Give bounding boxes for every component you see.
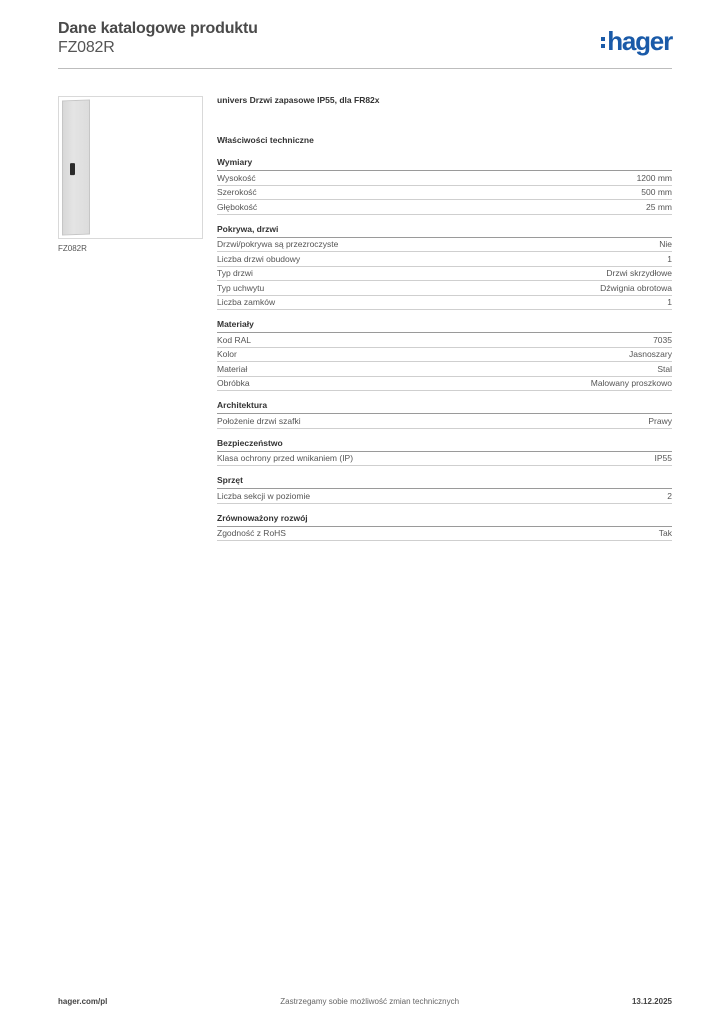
door-panel-image <box>62 100 90 236</box>
spec-value: Jasnoszary <box>629 349 672 360</box>
spec-label: Wysokość <box>217 172 256 183</box>
spec-value: 1 <box>667 253 672 264</box>
logo-dots-icon <box>601 37 605 48</box>
header-divider <box>58 68 672 69</box>
spec-group-title: Materiały <box>217 319 672 333</box>
spec-label: Kolor <box>217 349 237 360</box>
technical-properties-heading: Właściwości techniczne <box>217 135 314 145</box>
spec-label: Klasa ochrony przed wnikaniem (IP) <box>217 453 354 464</box>
spec-group <box>217 224 672 311</box>
spec-group <box>217 513 672 542</box>
spec-row <box>217 362 672 377</box>
spec-value: Stal <box>657 363 672 374</box>
spec-label: Liczba zamków <box>217 297 276 308</box>
footer-note: Zastrzegamy sobie możliwość zmian technicznych <box>280 997 460 1006</box>
footer-website[interactable]: hager.com/pl <box>58 997 108 1006</box>
spec-groups <box>217 157 672 541</box>
spec-value: 7035 <box>653 334 672 345</box>
spec-value: 1200 mm <box>636 172 672 183</box>
spec-row <box>217 252 672 267</box>
product-description: univers Drzwi zapasowe IP55, dla FR82x <box>217 95 380 105</box>
spec-group-title: Architektura <box>217 400 672 414</box>
spec-row <box>217 348 672 363</box>
spec-label: Położenie drzwi szafki <box>217 415 301 426</box>
spec-row <box>217 267 672 282</box>
spec-label: Głębokość <box>217 201 258 212</box>
spec-label: Kod RAL <box>217 334 252 345</box>
spec-value: 500 mm <box>641 187 672 198</box>
spec-row <box>217 414 672 429</box>
spec-value: Malowany proszkowo <box>590 378 672 389</box>
spec-group <box>217 475 672 504</box>
spec-value: Prawy <box>648 415 672 426</box>
footer <box>58 997 672 1006</box>
spec-row <box>217 296 672 311</box>
spec-value: IP55 <box>654 453 672 464</box>
specifications <box>217 95 672 550</box>
spec-value: 2 <box>667 490 672 501</box>
spec-row <box>217 281 672 296</box>
door-handle-icon <box>70 163 75 175</box>
spec-group <box>217 157 672 215</box>
spec-row <box>217 489 672 504</box>
spec-group <box>217 319 672 391</box>
spec-group-title: Bezpieczeństwo <box>217 438 672 452</box>
product-code: FZ082R <box>58 39 115 56</box>
spec-row <box>217 452 672 467</box>
hager-logo <box>601 28 672 54</box>
spec-label: Szerokość <box>217 187 257 198</box>
footer-date: 13.12.2025 <box>631 997 672 1006</box>
spec-label: Liczba sekcji w poziomie <box>217 490 311 501</box>
spec-label: Drzwi/pokrywa są przezroczyste <box>217 239 339 250</box>
spec-group-title: Wymiary <box>217 157 672 171</box>
spec-group <box>217 400 672 429</box>
logo-text: hager <box>607 26 672 56</box>
spec-label: Typ drzwi <box>217 268 253 279</box>
spec-row <box>217 527 672 542</box>
spec-label: Zgodność z RoHS <box>217 528 286 539</box>
spec-value: 25 mm <box>646 201 672 212</box>
spec-value: Dźwignia obrotowa <box>600 282 672 293</box>
spec-value: 1 <box>667 297 672 308</box>
spec-row <box>217 171 672 186</box>
spec-value: Tak <box>658 528 672 539</box>
spec-label: Obróbka <box>217 378 250 389</box>
spec-label: Materiał <box>217 363 248 374</box>
spec-group-title: Pokrywa, drzwi <box>217 224 672 238</box>
spec-row <box>217 186 672 201</box>
spec-group-title: Sprzęt <box>217 475 672 489</box>
spec-group <box>217 438 672 467</box>
spec-value: Nie <box>659 239 672 250</box>
spec-value: Drzwi skrzydłowe <box>606 268 672 279</box>
spec-label: Liczba drzwi obudowy <box>217 253 301 264</box>
page-title: Dane katalogowe produktu <box>58 20 258 37</box>
product-image <box>58 96 203 239</box>
spec-row <box>217 238 672 253</box>
image-caption: FZ082R <box>58 244 87 253</box>
spec-group-title: Zrównoważony rozwój <box>217 513 672 527</box>
spec-row <box>217 377 672 392</box>
spec-label: Typ uchwytu <box>217 282 265 293</box>
spec-row <box>217 200 672 215</box>
spec-row <box>217 333 672 348</box>
